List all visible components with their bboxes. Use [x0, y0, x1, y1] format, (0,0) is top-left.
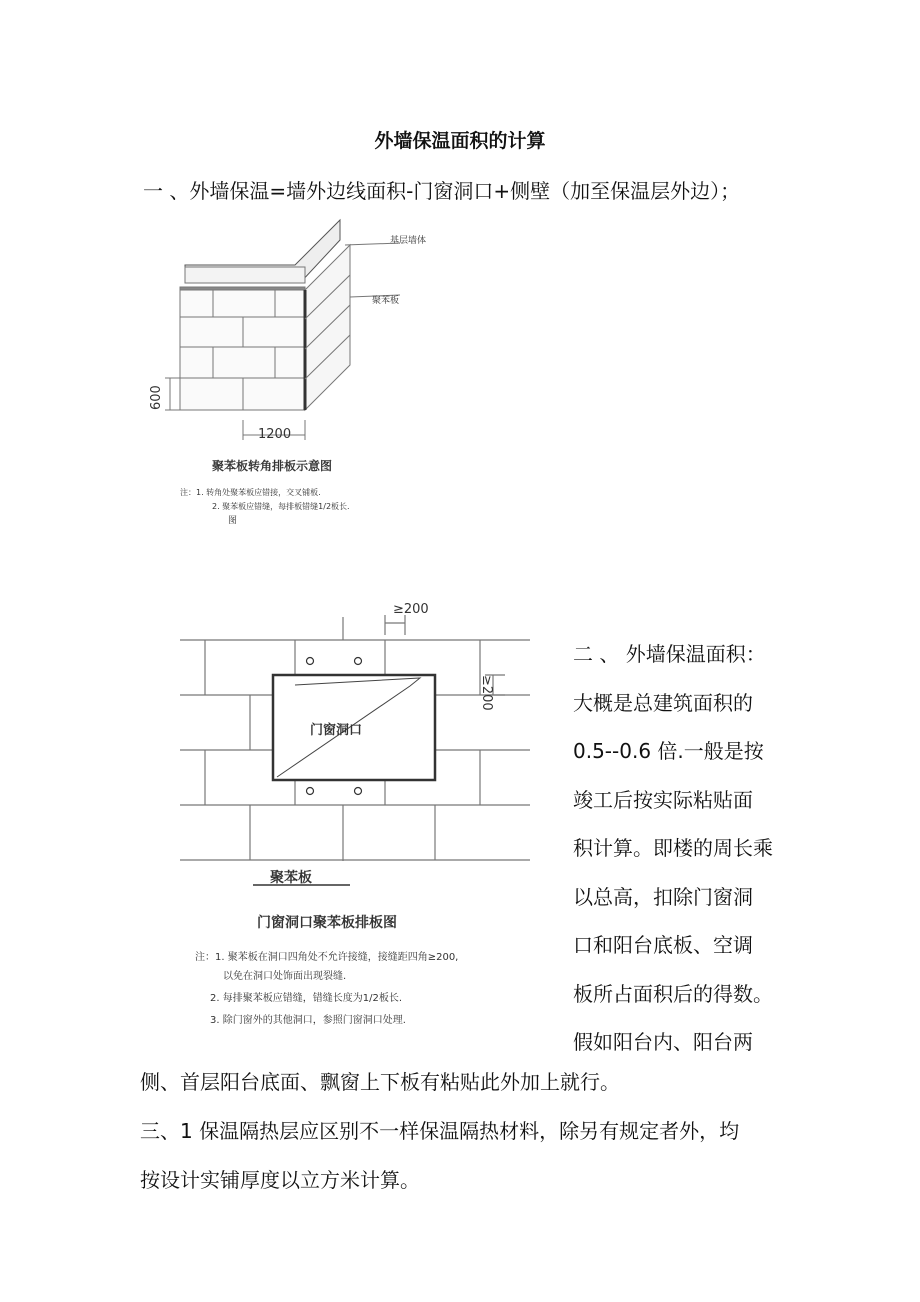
section-3-line-1: 三、1 保温隔热层应区别不一样保温隔热材料，除另有规定者外，均 — [140, 1119, 740, 1143]
figure2-note-1: 注：1. 聚苯板在洞口四角处不允许接缝，接缝距四角≥200, — [195, 952, 459, 963]
section-2-line: 假如阳台内、阳台两 — [573, 1030, 753, 1054]
page-title: 外墙保温面积的计算 — [374, 130, 546, 152]
section-2-line: 大概是总建筑面积的 — [573, 690, 753, 715]
section-2-line: 口和阳台底板、空调 — [573, 933, 753, 957]
dim-side: ≥200 — [479, 675, 494, 711]
section-2-line: 以总高，扣除门窗洞 — [573, 884, 753, 909]
figure2-note-2: 2. 每排聚苯板应错缝，错缝长度为1/2板长. — [210, 993, 402, 1004]
stray-mark: 图 — [228, 516, 238, 525]
section-3-line-2: 按设计实铺厚度以立方米计算。 — [140, 1168, 420, 1192]
section-2-line: 0.5--0.6 倍.一般是按 — [573, 739, 764, 763]
figure-corner-layout — [140, 215, 440, 525]
label-base-wall: 基层墙体 — [390, 236, 427, 246]
figure-opening-layout — [175, 595, 545, 1040]
section-2-line: 二 、 外墙保温面积： — [573, 642, 766, 666]
figure1-caption: 聚苯板转角排板示意图 — [212, 459, 333, 473]
figure1-note-2: 2. 聚苯板应错缝，每排板错缝1/2板长. — [212, 502, 350, 511]
figure1-note-1: 注：1. 转角处聚苯板应错接，交叉铺板. — [180, 488, 321, 497]
label-eps-board: 聚苯板 — [372, 296, 400, 306]
figure2-caption: 门窗洞口聚苯板排板图 — [257, 915, 397, 931]
section-2-line: 竣工后按实际粘贴面 — [573, 787, 753, 812]
section-2-continuation: 侧、首层阳台底面、飘窗上下板有粘贴此外加上就行。 — [140, 1070, 620, 1094]
section-2-line: 板所占面积后的得数。 — [573, 981, 773, 1006]
section-2-line: 积计算。即楼的周长乘 — [573, 836, 773, 860]
dim-top: ≥200 — [393, 602, 429, 617]
dim-width: 1200 — [258, 427, 292, 442]
dim-height: 600 — [149, 385, 164, 410]
section-2-column — [573, 630, 773, 1067]
figure2-note-1b: 以免在洞口处饰面出现裂缝. — [223, 971, 347, 982]
eps-label: 聚苯板 — [270, 870, 312, 886]
opening-label: 门窗洞口 — [310, 723, 363, 738]
section-1-text: 一 、外墙保温=墙外边线面积-门窗洞口+侧壁（加至保温层外边）； — [143, 179, 741, 203]
figure2-note-3: 3. 除门窗外的其他洞口，参照门窗洞口处理. — [210, 1015, 406, 1026]
